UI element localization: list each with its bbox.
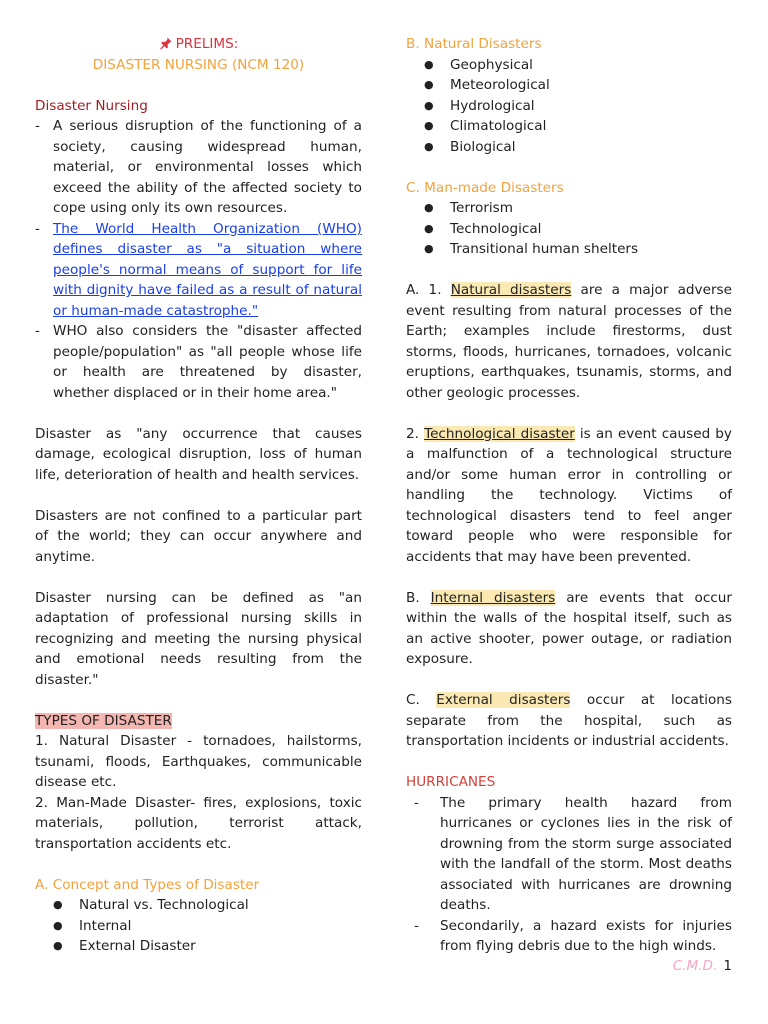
- types-heading: [35, 711, 362, 732]
- paragraph-disaster-nursing-def: Disaster nursing can be defined as "an adaptation of professional nursing skills in recognizing and meeting the nursing physical and emotional needs resulting from the disaster.": [35, 589, 362, 688]
- definition-item-affected: [35, 321, 362, 403]
- page-footer: [673, 956, 732, 977]
- man-made-disasters-heading: C. Man-made Disasters: [406, 179, 564, 196]
- bullet-icon: ●: [424, 201, 434, 214]
- paragraph-text: are events that occur within the walls of the hospital itself, such as an active shooter, power outage, or radiation exposure.: [406, 589, 732, 667]
- list-item: [406, 198, 732, 219]
- paragraph-disaster-location: Disasters are not confined to a particular part of the world; they can occur anywhere and anytime.: [35, 507, 362, 565]
- hurricane-text: The primary health hazard from hurricanes or cyclones lies in the risk of drowning from the storm surge associated with the landfall of the storm. Most deaths associated with hurricanes are drowning deaths.: [440, 794, 732, 913]
- concept-heading: A. Concept and Types of Disaster: [35, 876, 260, 893]
- bullet-icon: ●: [424, 242, 434, 255]
- bullet-icon: ●: [424, 139, 434, 153]
- list-item: [35, 895, 362, 916]
- paragraph-disaster-occurrence: Disaster as "any occurrence that causes damage, ecological disruption, loss of human life, deterioration of health and health services.: [35, 425, 362, 483]
- bullet-icon: ●: [424, 57, 434, 71]
- list-item: [35, 916, 362, 937]
- definition-item: [35, 116, 362, 219]
- section-title-disaster-nursing: Disaster Nursing: [35, 97, 148, 114]
- list-item-text: Terrorism: [450, 200, 514, 216]
- definition-item-who: [35, 219, 362, 322]
- list-item: [406, 137, 732, 158]
- left-column: [35, 34, 362, 957]
- types-heading-text: TYPES OF DISASTER: [35, 712, 172, 729]
- list-item-text: Technological: [450, 220, 542, 237]
- list-item-text: Climatological: [450, 118, 547, 134]
- list-item-text: Meteorological: [450, 77, 550, 93]
- paragraph-text: are a major adverse event resulting from natural processes of the Earth; examples include firestorms, dust storms, floods, hurricanes, tornadoes, volcanic eruptions, earthquakes, tsunamis, storms, and other geologic processes.: [406, 282, 732, 401]
- dash-marker: -: [35, 220, 40, 237]
- paragraph-prefix: C.: [406, 692, 420, 708]
- pushpin-icon: [159, 36, 173, 50]
- list-item: [406, 55, 732, 76]
- hurricane-text: Secondarily, a hazard exists for injuries from flying debris due to the high winds.: [440, 917, 732, 954]
- dash-marker: -: [35, 323, 40, 339]
- bullet-icon: ●: [424, 78, 434, 91]
- type-man-made: 2. Man-Made Disaster- fires, explosions, toxic materials, pollution, terrorist attack, transportation accidents etc.: [35, 794, 362, 852]
- who-definition-link[interactable]: The World Health Organization (WHO) defines disaster as "a situation where people's normal means of support for life with dignity have failed as a result of natural or human-made catastrophe.": [53, 220, 362, 319]
- list-item-text: Transitional human shelters: [450, 241, 639, 257]
- title-prelims: PRELIMS:: [175, 36, 239, 52]
- hurricanes-heading: HURRICANES: [406, 774, 496, 790]
- highlighted-term: Natural disasters: [450, 282, 572, 298]
- bullet-icon: ●: [424, 98, 434, 112]
- paragraph-external-disasters: [406, 690, 732, 752]
- paragraph-internal-disasters: [406, 588, 732, 670]
- list-item-text: Natural vs. Technological: [79, 897, 249, 913]
- right-column: [406, 34, 732, 957]
- doc-title-line1: [35, 34, 362, 55]
- list-item-text: Internal: [79, 917, 132, 934]
- list-item-text: Biological: [450, 138, 516, 155]
- paragraph-prefix: A. 1.: [406, 282, 442, 298]
- doc-title-line2: DISASTER NURSING (NCM 120): [92, 56, 305, 73]
- list-item: [406, 75, 732, 96]
- dash-marker: -: [414, 917, 419, 934]
- paragraph-technological-disaster: [406, 424, 732, 568]
- highlighted-term: External disasters: [436, 692, 571, 708]
- dash-marker: -: [414, 794, 419, 811]
- list-item: [406, 239, 732, 260]
- bullet-icon: ●: [53, 939, 63, 952]
- bullet-icon: ●: [424, 221, 434, 235]
- definition-text: A serious disruption of the functioning of a society, causing widespread human, material, or environmental losses which exceed the ability of the affected society to cope using only its own resources.: [53, 118, 362, 216]
- type-natural: 1. Natural Disaster - tornadoes, hailstorms, tsunami, floods, Earthquakes, communicable disease etc.: [35, 733, 362, 790]
- list-item: [35, 936, 362, 957]
- footer-initials: C.M.D.: [672, 958, 718, 974]
- list-item: [406, 219, 732, 240]
- hurricane-item: [406, 916, 732, 957]
- paragraph-text: is an event caused by a malfunction of a technological structure and/or some human error in controlling or handling the technology. Victims of technological disasters tend to feel anger toward people who were responsible for accidents that may have been prevented.: [406, 425, 732, 565]
- hurricane-item: [406, 793, 732, 916]
- list-item-text: External Disaster: [79, 938, 196, 954]
- highlighted-term: Technological disaster: [424, 425, 575, 442]
- page-number: 1: [723, 958, 732, 974]
- highlighted-term: Internal disasters: [430, 589, 556, 606]
- definition-text: WHO also considers the "disaster affected people/population" as "all people whose life or health are threatened by disaster, whether displaced or in their home area.": [53, 323, 362, 401]
- list-item: [406, 96, 732, 117]
- dash-marker: -: [35, 118, 40, 134]
- paragraph-natural-disasters: [406, 280, 732, 403]
- bullet-icon: ●: [53, 898, 63, 911]
- bullet-icon: ●: [53, 918, 63, 932]
- list-item-text: Hydrological: [450, 97, 535, 114]
- paragraph-prefix: B.: [406, 589, 420, 606]
- list-item: [406, 116, 732, 137]
- paragraph-prefix: 2.: [406, 425, 419, 442]
- natural-disasters-heading: B. Natural Disasters: [406, 36, 542, 52]
- list-item-text: Geophysical: [450, 56, 533, 73]
- paragraph-text: occur at locations separate from the hospital, such as transportation incidents or industrial accidents.: [406, 692, 732, 749]
- bullet-icon: ●: [424, 119, 434, 132]
